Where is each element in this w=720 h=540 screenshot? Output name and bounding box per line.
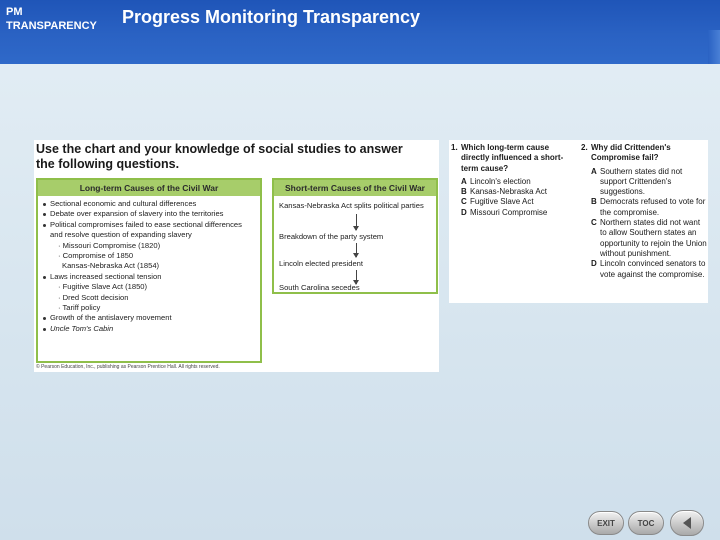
option-text: Lincoln's election (470, 176, 531, 186)
long-term-cause-item: Political compromises failed to ease sectional differences (42, 220, 256, 230)
short-term-cause-item: South Carolina secedes (279, 283, 360, 292)
long-term-causes-box (36, 178, 262, 363)
long-term-cause-item: Growth of the antislavery movement (42, 313, 256, 323)
down-arrow-icon (356, 214, 357, 230)
answer-option (451, 177, 577, 187)
option-letter: A (461, 176, 467, 186)
question-1 (451, 143, 577, 218)
long-term-causes-list (38, 196, 260, 337)
pm-label-line1: PM (6, 6, 23, 18)
long-term-cause-subitem: · Missouri Compromise (1820) (58, 240, 161, 250)
long-term-cause-item: Debate over expansion of slavery into the territories (42, 209, 256, 219)
long-term-cause-subitem: · Fugitive Slave Act (1850) (58, 282, 148, 292)
option-text: Fugitive Slave Act (470, 197, 534, 207)
down-arrow-icon (356, 243, 357, 257)
back-button[interactable] (670, 510, 704, 536)
short-term-causes-box (272, 178, 438, 294)
question-text: Which long-term cause directly influenced a short-term cause? (461, 143, 564, 173)
long-term-cause-item: Uncle Tom's Cabin (42, 324, 256, 334)
long-term-cause-subitem: Kansas-Nebraska Act (1854) (62, 261, 160, 271)
answer-option (581, 259, 707, 280)
page-title: Progress Monitoring Transparency (122, 7, 421, 27)
option-letter: C (591, 218, 597, 228)
option-text: Democrats refused to vote for the compromise. (600, 197, 706, 217)
header-corner-decoration (708, 30, 720, 64)
short-term-causes-title: Short-term Causes of the Civil War (274, 180, 436, 196)
copyright-notice: © Pearson Education, Inc., publishing as Pearson Prentice Hall. All rights reserved. (36, 364, 220, 370)
question-2 (581, 143, 707, 280)
answer-option (581, 218, 707, 259)
toc-button[interactable]: TOC (628, 511, 664, 535)
option-text: Missouri Compromise (470, 207, 548, 217)
answer-option (451, 187, 577, 197)
option-letter: D (591, 259, 597, 269)
chart-panel (34, 140, 439, 372)
long-term-cause-subitem: and resolve question of expanding slavery (50, 230, 192, 240)
answer-option (581, 167, 707, 198)
header-bar (0, 0, 720, 64)
long-term-cause-subitem: · Tariff policy (58, 303, 101, 313)
answer-option (451, 197, 577, 207)
short-term-cause-item: Kansas-Nebraska Act splits political parties (279, 201, 424, 210)
short-term-cause-item: Breakdown of the party system (279, 232, 384, 241)
option-letter: D (461, 207, 467, 217)
instructions-line1: Use the chart and your knowledge of social studies to answer (36, 142, 403, 156)
option-text: Southern states did not support Crittenden's suggestions. (600, 166, 683, 197)
option-text: Northern states did not want to allow Southern states an opportunity to rejoin the Union without punishment. (600, 218, 707, 258)
long-term-causes-title: Long-term Causes of the Civil War (38, 180, 260, 196)
answer-option (581, 197, 707, 218)
option-letter: C (461, 197, 467, 207)
short-term-cause-item: Lincoln elected president (279, 259, 364, 268)
instructions (36, 142, 436, 172)
long-term-cause-item: Sectional economic and cultural differences (42, 199, 256, 209)
question-number: 2. (581, 143, 588, 152)
option-letter: B (591, 197, 597, 207)
long-term-cause-item: Laws increased sectional tension (42, 272, 256, 282)
answer-option (451, 208, 577, 218)
pm-label-line2: TRANSPARENCY (6, 20, 97, 32)
instructions-line2: the following questions. (36, 157, 180, 171)
questions-panel (449, 140, 708, 303)
option-letter: A (591, 166, 597, 176)
down-arrow-icon (356, 270, 357, 284)
option-letter: B (461, 187, 467, 197)
long-term-cause-subitem: · Dred Scott decision (58, 292, 129, 302)
option-text: Lincoln convinced senators to vote against the compromise. (600, 259, 706, 279)
back-arrow-icon (680, 516, 694, 530)
option-text: Kansas-Nebraska Act (470, 187, 547, 197)
question-text: Why did Crittenden's Compromise fail? (591, 143, 671, 163)
exit-button[interactable]: EXIT (588, 511, 624, 535)
long-term-cause-subitem: · Compromise of 1850 (58, 251, 134, 261)
pm-transparency-label (6, 5, 116, 33)
question-number: 1. (451, 143, 458, 152)
